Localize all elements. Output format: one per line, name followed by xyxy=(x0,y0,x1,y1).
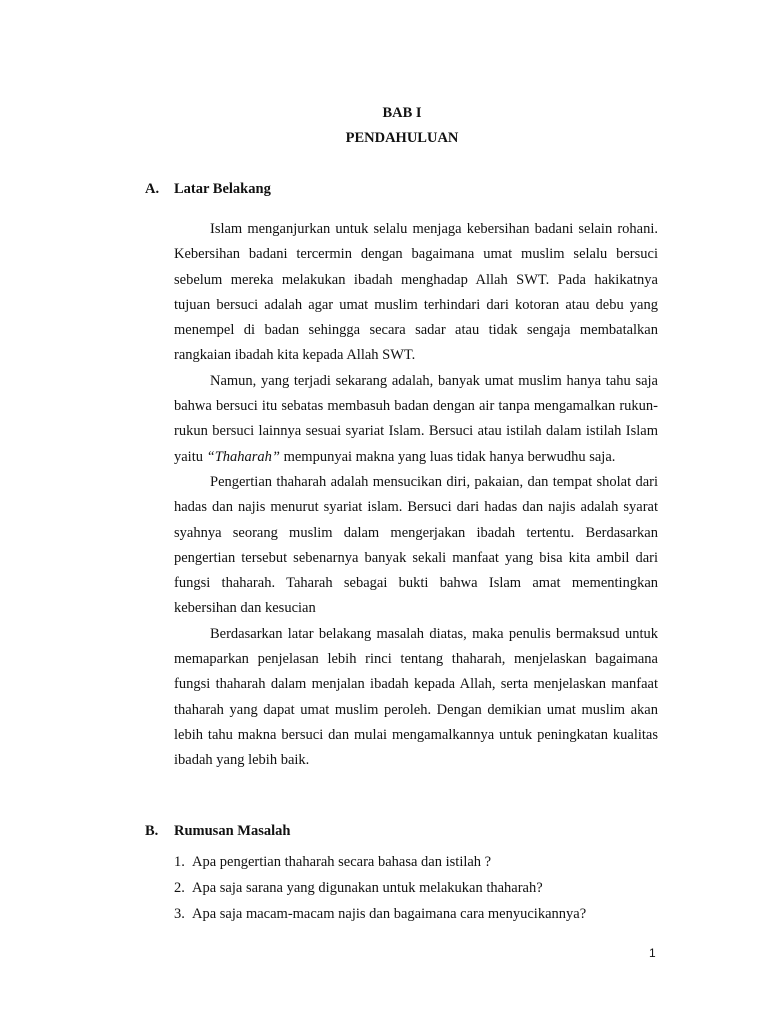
list-item-text: Apa pengertian thaharah secara bahasa dan istilah ? xyxy=(192,854,492,870)
chapter-heading: BAB I xyxy=(382,105,422,121)
paragraph-2-end: mempunyai makna yang luas tidak hanya berwudhu saja. xyxy=(283,448,616,465)
list-item-number: 3. xyxy=(174,906,185,922)
list-item-text: Apa saja macam-macam najis dan bagaimana cara menyucikannya? xyxy=(192,906,587,922)
paragraph-4: Berdasarkan latar belakang masalah diatas, maka penulis bermaksud untuk memaparkan penjelasan lebih rinci tentang thaharah, menjelaskan bagaimana fungsi thaharah dalam menjalan ibadah kepada Allah, serta menjelaskan manfaat thaharah yang dapat umat muslim peroleh. Dengan demikian umat muslim akan lebih tahu makna bersuci dan mulai mengamalkannya untuk peningkatan kualitas ibadah yang lebih baik. xyxy=(174,625,658,769)
section-b-heading xyxy=(145,823,290,840)
list-item-number: 2. xyxy=(174,880,185,896)
section-a-body xyxy=(174,217,658,774)
paragraph-3: Pengertian thaharah adalah mensucikan diri, pakaian, dan tempat sholat dari hadas dan najis menurut syariat islam. Bersuci dari hadas dan najis adalah syarat syahnya seorang muslim dalam mengerjakan ibadah tertentu. Berdasarkan pengertian tersebut sebenarnya banyak sekali manfaat yang bisa kita ambil dari fungsi thaharah. Taharah sebagai bukti bahwa Islam amat mementingkan kebersihan dan kesucian xyxy=(174,473,658,617)
chapter-title: PENDAHULUAN xyxy=(345,130,459,146)
list-item-text: Apa saja sarana yang digunakan untuk melakukan thaharah? xyxy=(192,880,543,896)
page-number: 1 xyxy=(649,946,656,960)
section-b-letter: B. xyxy=(145,823,159,839)
paragraph-2 xyxy=(174,369,658,470)
section-a-letter: A. xyxy=(145,181,160,197)
section-a-heading xyxy=(145,181,271,198)
list-item xyxy=(174,901,658,927)
list-item xyxy=(174,875,658,901)
section-a-title: Latar Belakang xyxy=(174,181,271,197)
problem-list xyxy=(174,849,658,927)
paragraph-1: Islam menganjurkan untuk selalu menjaga kebersihan badani selain rohani. Kebersihan badani tercermin dengan bagaimana umat muslim selalu bersuci sebelum mereka melakukan ibadah menghadap Allah SWT. Pada hakikatnya tujuan bersuci adalah agar umat muslim terhindari dari kotoran atau debu yang menempel di badan sehingga secara sadar atau tidak sengaja membatalkan rangkaian ibadah kita kepada Allah SWT. xyxy=(174,221,658,364)
section-b-title: Rumusan Masalah xyxy=(174,823,291,839)
list-item xyxy=(174,849,658,875)
term-thaharah: “Thaharah” xyxy=(206,448,280,465)
list-item-number: 1. xyxy=(174,854,185,870)
paragraph-2-start: Namun, yang terjadi sekarang adalah, banyak umat muslim hanya tahu saja bahwa bersuci itu sebatas membasuh badan dengan air tanpa mengamalkan rukun-rukun bersuci lainnya sesuai syariat Islam. Bersuci atau istilah dalam istilah Islam yaitu xyxy=(174,372,658,465)
